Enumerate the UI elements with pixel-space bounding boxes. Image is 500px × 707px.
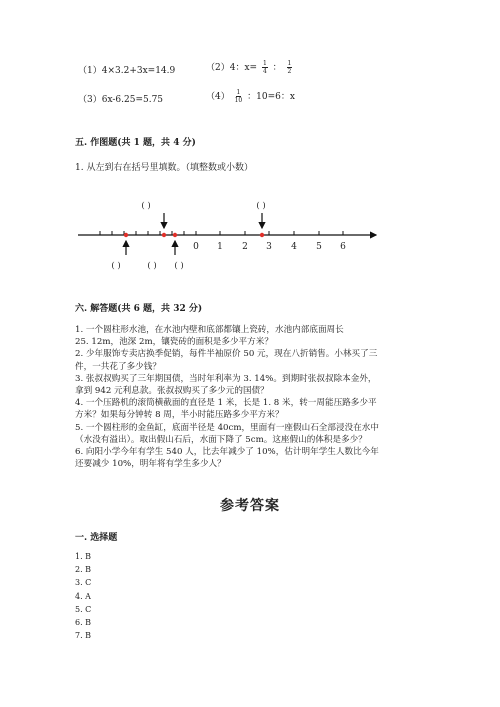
- point-1: [124, 233, 128, 237]
- bracket-top-2: ( ): [256, 201, 266, 211]
- tick-label: 2: [242, 242, 248, 252]
- equation-1-expr: 4×3.2+3x=14.9: [101, 66, 176, 76]
- tick-label: 6: [340, 242, 346, 252]
- answer-item: 1. B: [75, 552, 92, 561]
- equation-3-expr: 6x-6.25=5.75: [101, 95, 164, 105]
- question-line: （水没有溢出）。取出假山石后，水面下降了 5cm。这座假山的体积是多少？: [75, 434, 367, 445]
- tick-label: 0: [193, 242, 199, 252]
- equation-1-label: （1）: [78, 66, 102, 76]
- answer-item: 5. C: [75, 604, 92, 614]
- equation-2-mid: ：: [272, 63, 282, 73]
- equation-4-label: （4）: [206, 92, 230, 102]
- question-line: 方米？如果每分钟转 8 周，半小时能压路多少平方米？: [75, 410, 284, 421]
- answer-item: 4. A: [75, 591, 91, 601]
- bracket-bottom-2: ( ): [147, 261, 157, 271]
- answer-item: 3. C: [75, 578, 92, 588]
- ticks: [100, 231, 343, 235]
- question-line: 还要减少 10%，明年将有学生多少人？: [75, 459, 226, 470]
- question-line: 25. 12m，池深 2m，镶瓷砖的面积是多少平方米？: [75, 337, 273, 348]
- equation-2-lead: 4：x=: [229, 63, 258, 73]
- answers-title: 参考答案: [220, 498, 280, 514]
- answers-list: [75, 550, 91, 642]
- number-line: [75, 195, 385, 275]
- question-line: 4. 一个压路机的滚筒横截面的直径是 1 米，长是 1. 8 米，转一周能压路多少平: [75, 398, 377, 409]
- question-line: 5. 一个圆柱形的金鱼缸，底面半径是 40cm，里面有一座假山石全部浸没在水中: [75, 422, 379, 433]
- answers-heading: 一. 选择题: [75, 533, 118, 543]
- tick-label: 3: [266, 242, 272, 252]
- question-line: 3. 张叔叔购买了三年期国债，当时年利率为 3. 14%。到期时张叔叔除本金外，: [75, 373, 377, 384]
- answer-item: 7. B: [75, 631, 92, 641]
- question-line: 件，一共花了多少钱？: [75, 361, 161, 372]
- point-2: [162, 233, 166, 237]
- equation-4-fraction: $\frac{1}{10}$: [234, 89, 243, 104]
- point-3: [173, 233, 177, 237]
- question-line: 拿到 942 元利息款。张叔叔购买了多少元的国债？: [75, 386, 269, 397]
- tick-label: 1: [217, 242, 223, 252]
- section6-heading: 六. 解答题(共 6 题，共 32 分): [75, 304, 203, 314]
- equation-2-fraction-2: $\frac{1}{2}$: [287, 60, 292, 75]
- equation-3: [78, 92, 163, 105]
- tick-label: 5: [316, 242, 322, 252]
- equation-1: [78, 63, 175, 76]
- bracket-bottom-1: ( ): [111, 261, 121, 271]
- question-line: 6. 向阳小学今年有学生 540 人，比去年减少了 10%，估计明年学生人数比今年: [75, 447, 379, 458]
- equation-2: [206, 60, 294, 75]
- section5-question: 1. 从左到右在括号里填数。（填整数或小数）: [75, 163, 253, 173]
- answer-item: 6. B: [75, 618, 92, 628]
- point-4: [260, 233, 264, 237]
- bracket-bottom-3: ( ): [174, 261, 184, 271]
- section6-body: [75, 324, 379, 470]
- equation-2-fraction-1: $\frac{1}{4}$: [262, 60, 267, 75]
- tick-label: 4: [291, 242, 297, 252]
- equation-3-label: （3）: [78, 95, 102, 105]
- equation-4-tail: ：10=6：x: [247, 92, 295, 102]
- question-line: 1. 一个圆柱形水池，在水池内壁和底部都镶上瓷砖，水池内部底面周长: [75, 325, 344, 335]
- equation-4: [206, 89, 295, 104]
- answer-item: 2. B: [75, 565, 92, 575]
- question-line: 2. 少年服饰专卖店换季促销，每件半袖原价 50 元，现在八折销售。小林买了三: [75, 349, 378, 360]
- equation-2-label: （2）: [206, 63, 230, 73]
- bracket-top-1: ( ): [141, 201, 151, 211]
- section5-heading: 五. 作图题(共 1 题，共 4 分): [75, 138, 196, 148]
